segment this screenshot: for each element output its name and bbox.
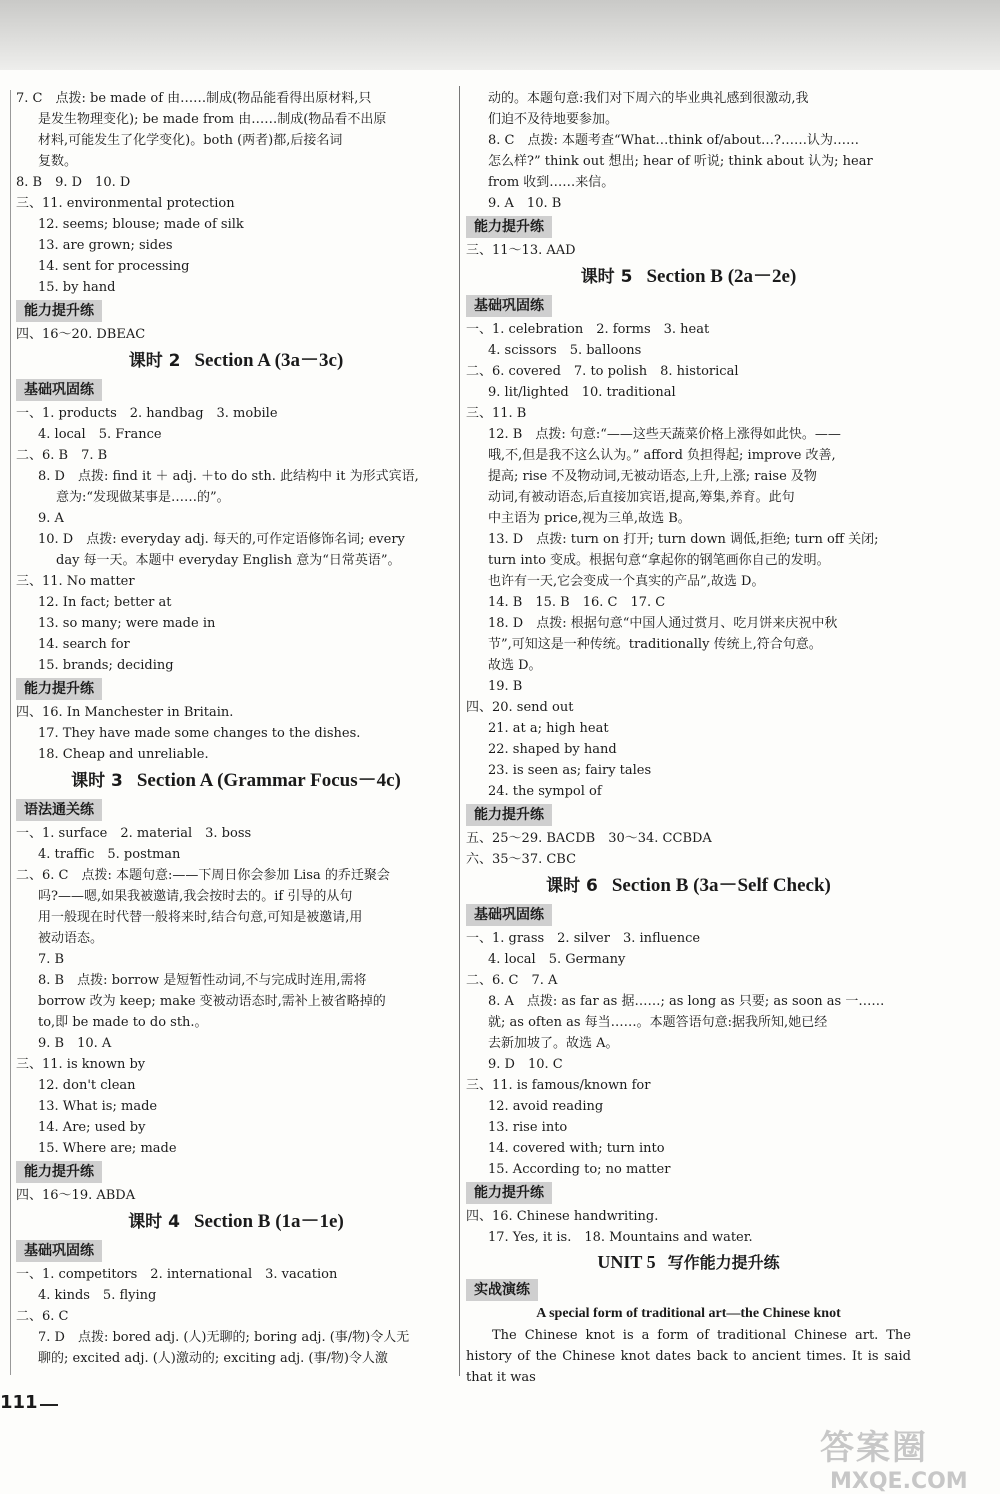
lesson-number: 课时 6 bbox=[546, 876, 598, 896]
answer-line: 三、11～13. AAD bbox=[466, 243, 576, 258]
answer-line: 7. C 点拨: be made of 由……制成(物品能看得出原材料,只 bbox=[16, 91, 372, 106]
section-badge: 能力提升练 bbox=[16, 678, 102, 700]
answer-line: 就; as often as 每当……。本题答语句意:据我所知,她已经 bbox=[488, 1015, 828, 1030]
answer-line: 14. search for bbox=[38, 637, 130, 652]
section-badge: 能力提升练 bbox=[466, 216, 552, 238]
section-badge-row bbox=[466, 293, 911, 319]
lesson-section: Section B (2a－2e) bbox=[646, 266, 797, 287]
watermark bbox=[820, 1420, 968, 1494]
section-badge: 实战演练 bbox=[466, 1279, 538, 1301]
answer-line: 五、25～29. BACDB 30～34. CCBDA bbox=[466, 831, 712, 846]
answer-line: 4. scissors 5. balloons bbox=[488, 343, 642, 358]
answer-line: 24. the sympol of bbox=[488, 784, 602, 799]
answer-line: 9. lit/lighted 10. traditional bbox=[488, 385, 676, 400]
lesson-heading bbox=[466, 871, 911, 901]
answer-line: 10. D 点拨: everyday adj. 每天的,可作定语修饰名词; every bbox=[38, 532, 405, 547]
answer-line: 8. B 9. D 10. D bbox=[16, 175, 131, 190]
answer-line: 故选 D。 bbox=[488, 658, 542, 673]
section-badge-row bbox=[466, 902, 911, 928]
answer-line: 二、6. B 7. B bbox=[16, 448, 108, 463]
lesson-section: Section A (Grammar Focus－4c) bbox=[136, 770, 401, 791]
section-badge-row bbox=[16, 298, 456, 324]
answer-line: 六、35～37. CBC bbox=[466, 852, 577, 867]
answer-line: 17. They have made some changes to the dishes. bbox=[38, 726, 361, 741]
answer-line: 提高; rise 不及物动词,无被动语态,上升,上涨; raise 及物 bbox=[488, 469, 817, 484]
answer-line: turn into 变成。根据句意“拿起你的钢笔画你自己的发明。 bbox=[488, 553, 830, 568]
answer-line: 9. A 10. B bbox=[488, 196, 562, 211]
section-badge-row bbox=[16, 377, 456, 403]
answer-line: 21. at a; high heat bbox=[488, 721, 609, 736]
answer-line: 4. local 5. Germany bbox=[488, 952, 626, 967]
answer-line: 19. B bbox=[488, 679, 523, 694]
section-badge: 基础巩固练 bbox=[16, 379, 102, 401]
answer-line: 动的。本题句意:我们对下周六的毕业典礼感到很激动,我 bbox=[488, 91, 809, 106]
answer-line: 15. According to; no matter bbox=[488, 1162, 671, 1177]
answer-line: 哦,不,但是我不这么认为。” afford 负担得起; improve 改善, bbox=[488, 448, 836, 463]
answer-line: 14. B 15. B 16. C 17. C bbox=[488, 595, 666, 610]
answer-line: 一、1. competitors 2. international 3. vacation bbox=[16, 1267, 338, 1282]
answer-line: 22. shaped by hand bbox=[488, 742, 617, 757]
answer-line: 二、6. C 点拨: 本题句意:——下周日你会参加 Lisa 的乔迁聚会 bbox=[16, 868, 390, 883]
answer-line: 9. B 10. A bbox=[38, 1036, 112, 1051]
answer-line: 4. kinds 5. flying bbox=[38, 1288, 157, 1303]
answer-line: 怎么样?” think out 想出; hear of 听说; think about 认为; hear bbox=[488, 154, 873, 169]
answer-line: 13. D 点拨: turn on 打开; turn down 调低,拒绝; turn off 关闭; bbox=[488, 532, 879, 547]
answer-line: 12. B 点拨: 句意:“——这些天蔬菜价格上涨得如此快。—— bbox=[488, 427, 841, 442]
answer-line: to,即 be made to do sth.。 bbox=[38, 1015, 208, 1030]
lesson-section: Section B (1a－1e) bbox=[193, 1211, 344, 1232]
lesson-number: 课时 2 bbox=[128, 351, 181, 371]
section-badge-row bbox=[466, 214, 911, 240]
answer-line: 节”,可知这是一种传统。traditionally 传统上,符合句意。 bbox=[488, 637, 822, 652]
answer-line: 15. by hand bbox=[38, 280, 116, 295]
answer-line: 23. is seen as; fairy tales bbox=[488, 763, 652, 778]
answer-line: 15. brands; deciding bbox=[38, 658, 174, 673]
lesson-heading bbox=[16, 346, 456, 376]
essay-title: A special form of traditional art—the Chinese knot bbox=[536, 1306, 841, 1321]
section-badge-row bbox=[466, 802, 911, 828]
answer-line: 三、11. is known by bbox=[16, 1057, 146, 1072]
answer-line: 被动语态。 bbox=[38, 931, 104, 946]
answer-line: 三、11. environmental protection bbox=[16, 196, 235, 211]
lesson-heading bbox=[466, 262, 911, 292]
answer-line: 动词,有被动语态,后直接加宾语,提高,筹集,养育。此句 bbox=[488, 490, 795, 505]
lesson-number: 课时 5 bbox=[580, 267, 633, 287]
answer-line: 吗?——嗯,如果我被邀请,我会按时去的。if 引导的从句 bbox=[38, 889, 353, 904]
lesson-section: Section A (3a－3c) bbox=[194, 350, 344, 371]
answer-line: 12. In fact; better at bbox=[38, 595, 172, 610]
answer-line: 一、1. grass 2. silver 3. influence bbox=[466, 931, 701, 946]
column-divider bbox=[459, 86, 460, 1376]
answer-line: 7. B bbox=[38, 952, 65, 967]
answer-line: 8. C 点拨: 本题考查“What…think of/about…?……认为…… bbox=[488, 133, 859, 148]
answer-line: 三、11. No matter bbox=[16, 574, 135, 589]
section-badge-row bbox=[466, 1180, 911, 1206]
answer-line: 8. B 点拨: borrow 是短暂性动词,不与完成时连用,需将 bbox=[38, 973, 367, 988]
answer-line: 三、11. B bbox=[466, 406, 527, 421]
answer-line: 是发生物理变化); be made from 由……制成(物品看不出原 bbox=[38, 112, 387, 127]
unit-label: UNIT 5 bbox=[597, 1252, 656, 1272]
answer-line: 17. Yes, it is. 18. Mountains and water. bbox=[488, 1230, 753, 1245]
answer-line: 材料,可能发生了化学变化)。both (两者)都,后接名词 bbox=[38, 133, 343, 148]
section-badge: 能力提升练 bbox=[16, 300, 102, 322]
answer-line: 四、16. Chinese handwriting. bbox=[466, 1209, 659, 1224]
page-number-rule bbox=[40, 1404, 58, 1406]
right-column bbox=[466, 88, 911, 1388]
answer-line: 四、16～19. ABDA bbox=[16, 1188, 136, 1203]
answer-line: 13. are grown; sides bbox=[38, 238, 173, 253]
answer-line: 中主语为 price,视为三单,故选 B。 bbox=[488, 511, 691, 526]
left-column bbox=[16, 88, 456, 1369]
essay-paragraph: The Chinese knot is a form of traditional Chinese art. The history of the Chinese knot dates back to ancient times. It is said that it was bbox=[466, 1328, 911, 1385]
answer-line: 三、11. is famous/known for bbox=[466, 1078, 651, 1093]
answer-line: 13. rise into bbox=[488, 1120, 568, 1135]
answer-line: from 收到……来信。 bbox=[488, 175, 615, 190]
section-badge-row bbox=[16, 1159, 456, 1185]
answer-line: 二、6. covered 7. to polish 8. historical bbox=[466, 364, 739, 379]
lesson-section: Section B (3a－Self Check) bbox=[611, 875, 831, 896]
answer-line: 9. A bbox=[38, 511, 64, 526]
answer-line: 13. What is; made bbox=[38, 1099, 158, 1114]
lesson-number: 课时 3 bbox=[71, 771, 123, 791]
answer-line: 复数。 bbox=[38, 154, 78, 169]
unit-heading bbox=[466, 1248, 911, 1277]
answer-line: 12. seems; blouse; made of silk bbox=[38, 217, 244, 232]
answer-line: 意为:“发现做某事是……的”。 bbox=[56, 490, 230, 505]
answer-line: 们迫不及待地要参加。 bbox=[488, 112, 619, 127]
answer-line: day 每一天。本题中 everyday English 意为“日常英语”。 bbox=[56, 553, 401, 568]
watermark-url: MXQE.COM bbox=[830, 1469, 968, 1494]
section-badge-row bbox=[16, 797, 456, 823]
section-badge: 能力提升练 bbox=[16, 1161, 102, 1183]
section-badge: 能力提升练 bbox=[466, 804, 552, 826]
section-badge: 基础巩固练 bbox=[466, 904, 552, 926]
watermark-logo-text: 答案圈 bbox=[820, 1428, 928, 1468]
section-badge: 能力提升练 bbox=[466, 1182, 552, 1204]
lesson-number: 课时 4 bbox=[128, 1212, 180, 1232]
answer-line: 14. covered with; turn into bbox=[488, 1141, 665, 1156]
page-number: 111 bbox=[0, 1392, 38, 1413]
answer-line: 12. don't clean bbox=[38, 1078, 136, 1093]
answer-line: 也许有一天,它会变成一个真实的产品”,故选 D。 bbox=[488, 574, 765, 589]
answer-line: 7. D 点拨: bored adj. (人)无聊的; boring adj. (事/物)令人无 bbox=[38, 1330, 410, 1345]
answer-line: 二、6. C bbox=[16, 1309, 69, 1324]
answer-line: 一、1. celebration 2. forms 3. heat bbox=[466, 322, 710, 337]
section-badge: 基础巩固练 bbox=[466, 295, 552, 317]
answer-line: 8. A 点拨: as far as 据……; as long as 只要; as soon as 一…… bbox=[488, 994, 885, 1009]
section-badge: 语法通关练 bbox=[16, 799, 102, 821]
section-badge: 基础巩固练 bbox=[16, 1240, 102, 1262]
section-badge-row bbox=[16, 1238, 456, 1264]
answer-line: 9. D 10. C bbox=[488, 1057, 563, 1072]
answer-line: 14. sent for processing bbox=[38, 259, 190, 274]
answer-line: 4. traffic 5. postman bbox=[38, 847, 181, 862]
answer-line: 18. D 点拨: 根据句意“中国人通过赏月、吃月饼来庆祝中秋 bbox=[488, 616, 838, 631]
lesson-heading bbox=[16, 1207, 456, 1237]
answer-line: 18. Cheap and unreliable. bbox=[38, 747, 209, 762]
unit-title: 写作能力提升练 bbox=[667, 1253, 780, 1272]
answer-line: 15. Where are; made bbox=[38, 1141, 177, 1156]
answer-line: 一、1. products 2. handbag 3. mobile bbox=[16, 406, 278, 421]
answer-line: 13. so many; were made in bbox=[38, 616, 216, 631]
answer-line: 聊的; excited adj. (人)激动的; exciting adj. (事/物)令人激 bbox=[38, 1351, 388, 1366]
answer-line: 去新加坡了。故选 A。 bbox=[488, 1036, 619, 1051]
answer-line: 二、6. C 7. A bbox=[466, 973, 558, 988]
margin-rule bbox=[10, 90, 11, 1375]
answer-line: 四、16～20. DBEAC bbox=[16, 327, 146, 342]
section-badge-row bbox=[16, 676, 456, 702]
answer-line: 14. Are; used by bbox=[38, 1120, 146, 1135]
answer-line: 12. avoid reading bbox=[488, 1099, 604, 1114]
answer-line: 4. local 5. France bbox=[38, 427, 162, 442]
answer-line: 8. D 点拨: find it ＋ adj. ＋to do sth. 此结构中 it 为形式宾语, bbox=[38, 469, 419, 484]
answer-line: 四、16. In Manchester in Britain. bbox=[16, 705, 234, 720]
answer-line: 用一般现在时代替一般将来时,结合句意,可知是被邀请,用 bbox=[38, 910, 363, 925]
section-badge-row bbox=[466, 1277, 911, 1303]
answer-line: borrow 改为 keep; make 变被动语态时,需补上被省略掉的 bbox=[38, 994, 386, 1009]
answer-line: 四、20. send out bbox=[466, 700, 574, 715]
lesson-heading bbox=[16, 766, 456, 796]
scan-top-band bbox=[0, 0, 1000, 70]
answer-line: 一、1. surface 2. material 3. boss bbox=[16, 826, 252, 841]
